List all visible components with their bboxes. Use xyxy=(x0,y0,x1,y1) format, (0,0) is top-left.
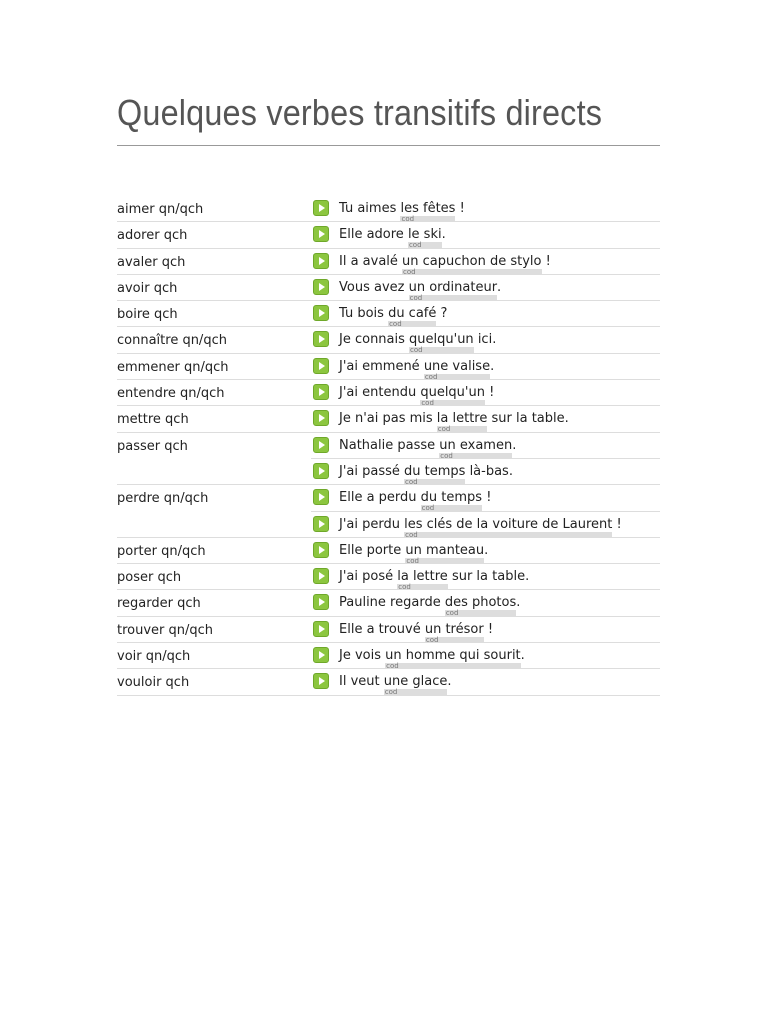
cod-phrase xyxy=(385,648,521,671)
example-sentence xyxy=(339,542,489,565)
verb-row xyxy=(117,538,660,564)
cod-label: cod xyxy=(421,399,434,408)
play-icon[interactable] xyxy=(313,673,329,689)
sentence-start: Je n'ai pas mis xyxy=(339,411,437,427)
example-list xyxy=(311,327,660,353)
play-icon[interactable] xyxy=(313,437,329,453)
example-item xyxy=(311,275,660,301)
play-icon[interactable] xyxy=(313,200,329,216)
cod-phrase xyxy=(400,201,456,223)
sentence-end: . xyxy=(484,542,489,558)
cod-text: du café xyxy=(388,306,437,322)
cod-text: quelqu'un xyxy=(420,385,485,401)
cod-text: une glace xyxy=(383,674,448,690)
example-sentence xyxy=(339,411,569,434)
play-icon[interactable] xyxy=(313,226,329,242)
verb-label: adorer qch xyxy=(117,222,311,248)
play-icon[interactable] xyxy=(313,305,329,321)
verb-label: voir qn/qch xyxy=(117,643,311,669)
cod-label: cod xyxy=(408,241,422,250)
example-sentence xyxy=(339,569,530,592)
cod-phrase xyxy=(383,674,448,697)
sentence-end: . xyxy=(441,227,446,243)
verb-row xyxy=(117,249,660,275)
sentence-start: Pauline regarde xyxy=(339,595,445,611)
example-item xyxy=(311,669,660,695)
example-item xyxy=(311,380,660,406)
cod-label: cod xyxy=(386,662,399,671)
sentence-end: ! xyxy=(482,490,492,506)
example-item xyxy=(311,485,660,511)
play-icon[interactable] xyxy=(313,279,329,295)
example-list xyxy=(311,406,660,432)
example-list xyxy=(311,275,660,301)
example-sentence xyxy=(339,253,551,276)
sentence-end: . xyxy=(497,279,502,295)
verb-row xyxy=(117,196,660,222)
cod-label: cod xyxy=(405,530,418,539)
cod-label: cod xyxy=(409,293,423,302)
cod-highlight xyxy=(402,269,541,275)
sentence-start: J'ai emmené xyxy=(339,358,424,374)
cod-text: une valise xyxy=(423,358,491,374)
verb-label: mettre qch xyxy=(117,406,311,432)
cod-phrase xyxy=(407,227,442,250)
example-list xyxy=(311,643,660,669)
sentence-end: ! xyxy=(455,201,465,216)
example-item xyxy=(311,538,660,564)
verb-label: porter qn/qch xyxy=(117,538,311,564)
example-list xyxy=(311,380,660,406)
play-icon[interactable] xyxy=(313,358,329,374)
verb-label: aimer qn/qch xyxy=(117,196,311,222)
play-icon[interactable] xyxy=(313,516,329,532)
example-list xyxy=(311,222,660,248)
example-item xyxy=(311,617,660,643)
example-item xyxy=(311,459,660,485)
cod-text: un examen xyxy=(439,437,513,453)
cod-text: un trésor xyxy=(424,621,484,637)
cod-phrase xyxy=(436,411,488,434)
cod-phrase xyxy=(439,437,513,460)
verb-label: avaler qch xyxy=(117,249,311,275)
example-sentence xyxy=(339,385,495,408)
sentence-end: ! xyxy=(483,621,494,637)
sentence-start: Il veut xyxy=(339,674,384,690)
example-item xyxy=(311,433,660,459)
cod-text: un ordinateur xyxy=(408,279,498,295)
cod-phrase xyxy=(402,253,542,276)
verb-label: connaître qn/qch xyxy=(117,327,311,353)
sentence-start: J'ai entendu xyxy=(339,385,421,401)
sentence-start: Elle porte xyxy=(339,542,406,558)
example-item xyxy=(311,196,660,222)
verb-row xyxy=(117,485,660,538)
verb-label: boire qch xyxy=(117,301,311,327)
sentence-end: ? xyxy=(436,306,448,322)
cod-text: le ski xyxy=(407,227,442,243)
cod-label: cod xyxy=(440,451,453,460)
play-icon[interactable] xyxy=(313,384,329,400)
verb-label: perdre qn/qch xyxy=(117,485,311,538)
example-list xyxy=(311,538,660,564)
cod-text: la lettre xyxy=(436,411,488,427)
example-list xyxy=(311,617,660,643)
sentence-start: Je vois xyxy=(339,648,386,664)
cod-text: un homme qui sourit xyxy=(385,648,521,664)
verb-row xyxy=(117,617,660,643)
verb-row xyxy=(117,327,660,353)
sentence-start: J'ai perdu xyxy=(339,516,405,532)
cod-label: cod xyxy=(445,609,459,618)
verb-label: poser qch xyxy=(117,564,311,590)
verb-label: avoir qch xyxy=(117,275,311,301)
verb-row xyxy=(117,380,660,406)
verb-label: entendre qn/qch xyxy=(117,380,311,406)
example-sentence xyxy=(339,516,622,539)
sentence-start: Tu aimes xyxy=(339,201,401,216)
example-sentence xyxy=(339,621,494,644)
cod-text: du temps xyxy=(420,490,483,506)
cod-label: cod xyxy=(425,635,439,644)
example-list xyxy=(311,590,660,616)
play-icon[interactable] xyxy=(313,331,329,347)
cod-text: la lettre xyxy=(397,569,448,585)
cod-label: cod xyxy=(398,583,411,592)
example-item xyxy=(311,222,660,248)
cod-text: quelqu'un xyxy=(409,332,474,348)
cod-label: cod xyxy=(384,688,398,697)
verb-row xyxy=(117,433,660,486)
example-sentence xyxy=(339,306,448,329)
sentence-start: Elle a perdu xyxy=(339,490,421,506)
example-sentence xyxy=(339,674,452,697)
cod-label: cod xyxy=(401,215,415,223)
verb-label: regarder qch xyxy=(117,590,311,616)
example-sentence xyxy=(339,201,465,223)
sentence-end: . xyxy=(512,437,517,453)
play-icon[interactable] xyxy=(313,410,329,426)
cod-label: cod xyxy=(410,346,423,355)
sentence-end: sur la table. xyxy=(487,411,569,427)
play-icon[interactable] xyxy=(313,647,329,663)
cod-label: cod xyxy=(421,504,435,513)
cod-text: un manteau xyxy=(405,542,485,558)
play-icon[interactable] xyxy=(313,568,329,584)
sentence-start: Nathalie passe xyxy=(339,437,440,453)
example-item xyxy=(311,564,660,590)
sentence-start: Vous avez xyxy=(339,279,409,295)
cod-phrase xyxy=(420,490,483,513)
cod-phrase xyxy=(404,516,613,539)
sentence-end: . xyxy=(490,358,495,374)
example-item xyxy=(311,512,660,538)
example-sentence xyxy=(339,227,446,250)
example-sentence xyxy=(339,358,495,381)
cod-text: les fêtes xyxy=(400,201,456,216)
verb-row xyxy=(117,354,660,380)
example-item xyxy=(311,643,660,669)
sentence-end: sur la table. xyxy=(447,569,530,585)
sentence-start: Tu bois xyxy=(339,306,389,322)
play-icon[interactable] xyxy=(313,253,329,269)
cod-highlight xyxy=(385,663,521,669)
sentence-end: ! xyxy=(612,516,622,532)
cod-label: cod xyxy=(405,477,418,486)
page-title: Quelques verbes transitifs directs xyxy=(117,92,603,133)
cod-label: cod xyxy=(406,556,419,565)
verb-row xyxy=(117,222,660,248)
verb-table xyxy=(117,196,660,696)
example-list xyxy=(311,196,660,222)
example-list xyxy=(311,301,660,327)
cod-label: cod xyxy=(389,320,402,329)
cod-phrase xyxy=(388,306,437,329)
sentence-start: Elle a trouvé xyxy=(339,621,425,637)
verb-row xyxy=(117,406,660,432)
verb-label: emmener qn/qch xyxy=(117,354,311,380)
example-item xyxy=(311,249,660,275)
verb-row xyxy=(117,669,660,695)
example-sentence xyxy=(339,437,517,460)
sentence-end: . xyxy=(447,674,452,690)
cod-phrase xyxy=(424,621,484,644)
cod-phrase xyxy=(444,595,517,618)
sentence-end: ! xyxy=(484,385,495,401)
play-icon[interactable] xyxy=(313,594,329,610)
verb-row xyxy=(117,564,660,590)
verb-row xyxy=(117,590,660,616)
verb-label: passer qch xyxy=(117,433,311,486)
verb-row xyxy=(117,275,660,301)
example-item xyxy=(311,406,660,432)
example-list xyxy=(311,433,660,486)
example-sentence xyxy=(339,463,513,486)
example-list xyxy=(311,485,660,538)
sentence-start: J'ai posé xyxy=(339,569,398,585)
example-sentence xyxy=(339,595,521,618)
verb-label: vouloir qch xyxy=(117,669,311,695)
cod-text: du temps xyxy=(404,463,466,479)
play-icon[interactable] xyxy=(313,542,329,558)
cod-phrase xyxy=(408,279,498,302)
cod-label: cod xyxy=(424,372,438,381)
sentence-start: J'ai passé xyxy=(339,463,405,479)
cod-phrase xyxy=(405,542,485,565)
sentence-start: Elle adore xyxy=(339,227,408,243)
sentence-end: . xyxy=(520,648,525,664)
cod-highlight xyxy=(404,532,612,538)
title-divider xyxy=(117,145,660,146)
example-list xyxy=(311,249,660,275)
cod-text: des photos xyxy=(444,595,517,611)
verb-label: trouver qn/qch xyxy=(117,617,311,643)
sentence-end: là-bas. xyxy=(465,463,513,479)
example-sentence xyxy=(339,490,492,513)
example-sentence xyxy=(339,332,497,355)
sentence-end: . xyxy=(516,595,521,611)
example-sentence xyxy=(339,648,525,671)
sentence-end: ici. xyxy=(473,332,497,348)
cod-text: les clés de la voiture de Laurent xyxy=(404,516,613,532)
sentence-end: ! xyxy=(541,253,551,269)
sentence-start: Il a avalé xyxy=(339,253,403,269)
example-item xyxy=(311,354,660,380)
play-icon[interactable] xyxy=(313,463,329,479)
example-item xyxy=(311,590,660,616)
example-list xyxy=(311,669,660,695)
cod-phrase xyxy=(409,332,474,355)
example-item xyxy=(311,301,660,327)
cod-phrase xyxy=(397,569,448,592)
cod-text: un capuchon de stylo xyxy=(402,253,542,269)
cod-label: cod xyxy=(403,267,416,276)
play-icon[interactable] xyxy=(313,621,329,637)
play-icon[interactable] xyxy=(313,489,329,505)
cod-phrase xyxy=(423,358,491,381)
example-item xyxy=(311,327,660,353)
example-sentence xyxy=(339,279,502,302)
sentence-start: Je connais xyxy=(339,332,410,348)
cod-phrase xyxy=(420,385,485,408)
cod-phrase xyxy=(404,463,466,486)
verb-row xyxy=(117,643,660,669)
verb-row xyxy=(117,301,660,327)
cod-label: cod xyxy=(437,425,451,434)
example-list xyxy=(311,564,660,590)
example-list xyxy=(311,354,660,380)
